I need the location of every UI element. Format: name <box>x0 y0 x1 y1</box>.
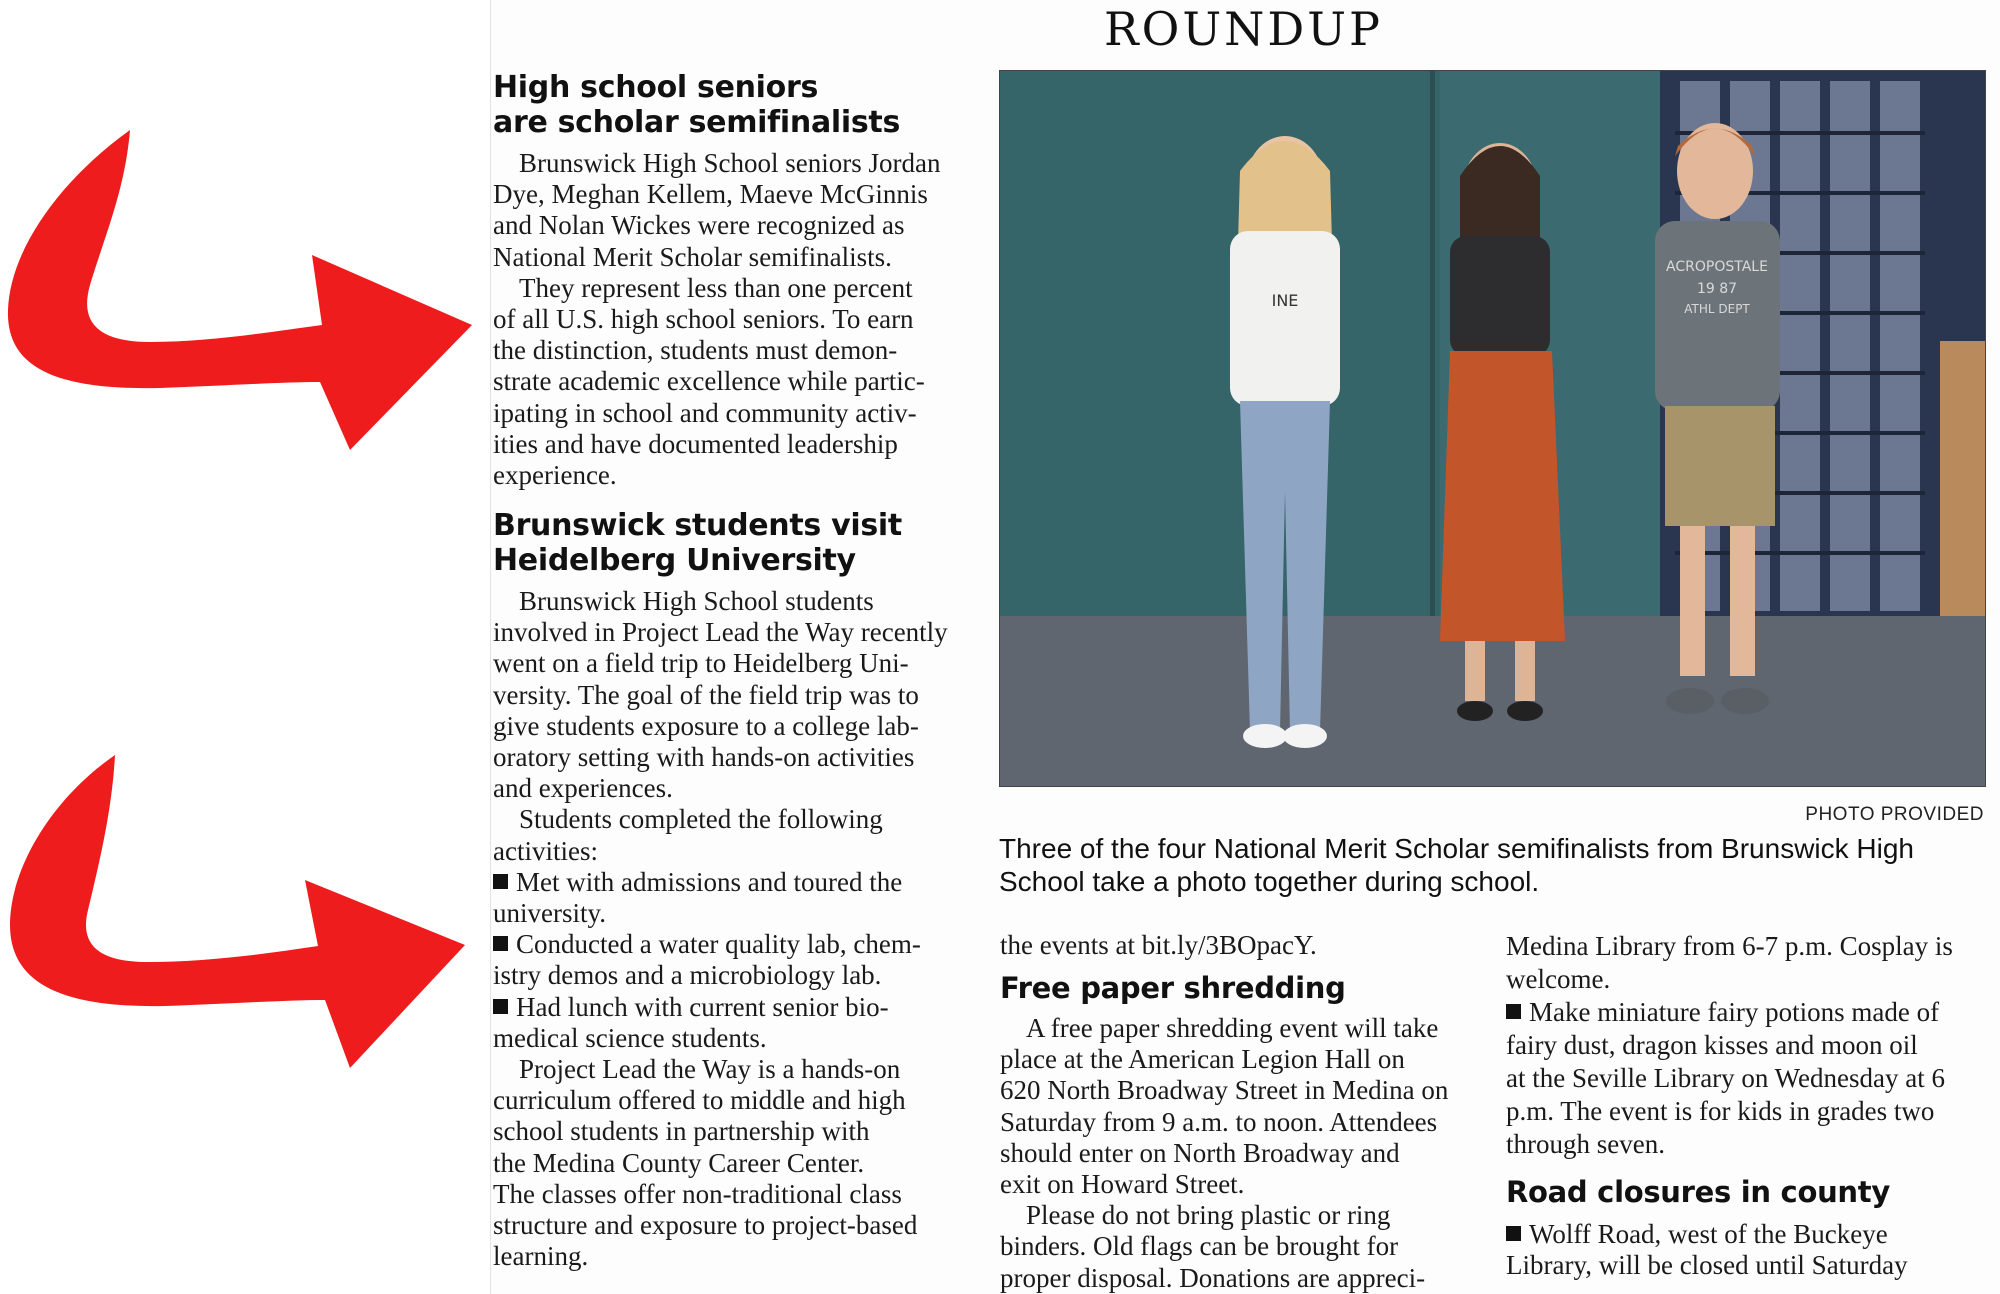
article4-line: through seven. <box>1506 1129 1665 1159</box>
article2-line: Project Lead the Way is a hands-on <box>519 1054 901 1085</box>
red-arrow-top-icon <box>0 120 480 460</box>
caption-line2: School take a photo together during school. <box>999 866 1540 897</box>
article2-line: The classes offer non-traditional class <box>493 1178 902 1209</box>
shirt-print-text: ATHL DEPT <box>1684 302 1750 316</box>
article1-headline-line2: are scholar semifinalists <box>493 105 901 140</box>
article1-line: the distinction, students must demon- <box>493 335 898 366</box>
article2-line: oratory setting with hands-on activities <box>493 742 915 773</box>
article2-line: give students exposure to a college lab- <box>493 710 919 741</box>
article-heidelberg-visit <box>493 508 988 1272</box>
article2-bullet-text: Had lunch with current senior bio- <box>516 991 889 1022</box>
photo-credit: PHOTO PROVIDED <box>1805 804 1984 825</box>
article2-bullet-text: Conducted a water quality lab, chem- <box>516 929 921 960</box>
article3-line: exit on Howard Street. <box>1000 1169 1245 1200</box>
article4-closure-line: Library, will be closed until Saturday <box>1506 1250 1908 1281</box>
article2-line: the Medina County Career Center. <box>493 1147 865 1178</box>
article2-line: curriculum offered to middle and high <box>493 1085 906 1116</box>
shirt-print-text: ACROPOSTALE <box>1666 259 1768 275</box>
article2-headline-line1: Brunswick students visit <box>493 508 902 543</box>
article1-line: strate academic excellence while partic- <box>493 366 925 397</box>
article2-bullet <box>493 929 988 960</box>
article2-line: istry demos and a microbiology lab. <box>493 960 882 991</box>
article2-headline-line2: Heidelberg University <box>493 543 856 578</box>
article2-bullet <box>493 867 988 898</box>
article1-line: Brunswick High School seniors Jordan <box>519 148 941 178</box>
article1-line: ities and have documented leadership <box>493 428 898 459</box>
article1-line: National Merit Scholar semifinalists. <box>493 241 892 272</box>
article1-line: experience. <box>493 460 617 491</box>
article2-line: university. <box>493 898 606 929</box>
article4-line: fairy dust, dragon kisses and moon oil <box>1506 1030 1918 1060</box>
article-library-events <box>1506 930 1991 1281</box>
article1-headline-line1: High school seniors <box>493 70 819 105</box>
shirt-print-text: 19 87 <box>1696 281 1738 297</box>
article2-line: medical science students. <box>493 1022 767 1053</box>
red-arrow-bottom-icon <box>0 750 480 1080</box>
students-photo-illustration <box>1000 71 1985 786</box>
bullet-square-icon <box>493 999 508 1014</box>
article1-line: Dye, Meghan Kellem, Maeve McGinnis <box>493 179 928 210</box>
article4-closure-text: Wolff Road, west of the Buckeye <box>1529 1219 1888 1249</box>
article2-line: involved in Project Lead the Way recently <box>493 617 948 648</box>
article2-line: versity. The goal of the field trip was to <box>493 679 919 710</box>
shirt-print-text: INE <box>1271 291 1299 310</box>
article-scholar-semifinalists <box>493 70 978 491</box>
article3-line: should enter on North Broadway and <box>1000 1137 1400 1168</box>
article1-headline <box>493 70 978 140</box>
article-paper-shredding <box>1000 930 1485 1294</box>
article2-line: went on a field trip to Heidelberg Uni- <box>493 648 909 679</box>
article3-line: proper disposal. Donations are appreci- <box>1000 1262 1426 1293</box>
article3-line: Saturday from 9 a.m. to noon. Attendees <box>1000 1106 1438 1137</box>
bullet-square-icon <box>1506 1004 1521 1019</box>
article2-headline <box>493 508 988 578</box>
article2-line: school students in partnership with <box>493 1116 870 1147</box>
article2-line: Students completed the following <box>519 804 883 835</box>
bullet-square-icon <box>493 936 508 951</box>
article2-line: and experiences. <box>493 773 673 804</box>
article3-line: 620 North Broadway Street in Medina on <box>1000 1075 1449 1106</box>
article2-bullet-text: Met with admissions and toured the <box>516 866 903 897</box>
article1-line: They represent less than one percent <box>519 272 913 303</box>
article3-lead-line: the events at bit.ly/3BOpacY. <box>1000 930 1317 960</box>
article2-bullet <box>493 992 988 1023</box>
bullet-square-icon <box>1506 1226 1521 1241</box>
article1-line: and Nolan Wickes were recognized as <box>493 210 905 241</box>
article4-bullet <box>1506 996 1991 1029</box>
article3-line: place at the American Legion Hall on <box>1000 1044 1405 1075</box>
article4-closure-bullet <box>1506 1219 1991 1250</box>
caption-line1: Three of the four National Merit Scholar semifinalists from Brunswick High <box>999 833 1915 864</box>
article4-line: welcome. <box>1506 964 1611 994</box>
article2-line: activities: <box>493 835 598 866</box>
article2-line: structure and exposure to project-based <box>493 1210 918 1241</box>
article4-line: Medina Library from 6-7 p.m. Cosplay is <box>1506 931 1953 961</box>
article1-line: ipating in school and community activ- <box>493 397 917 428</box>
article4-line: at the Seville Library on Wednesday at 6 <box>1506 1063 1945 1093</box>
article3-headline: Free paper shredding <box>1000 971 1346 1005</box>
photo-caption <box>999 832 1989 898</box>
article4-bullet-text: Make miniature fairy potions made of <box>1529 997 1940 1027</box>
article2-line: Brunswick High School students <box>519 586 874 616</box>
section-title: ROUNDUP <box>1104 2 1383 56</box>
students-photo <box>999 70 1986 787</box>
article3-line: Please do not bring plastic or ring <box>1026 1200 1391 1231</box>
article1-line: of all U.S. high school seniors. To earn <box>493 304 914 335</box>
article3-line: A free paper shredding event will take <box>1026 1013 1439 1043</box>
bullet-square-icon <box>493 874 508 889</box>
article4-line: p.m. The event is for kids in grades two <box>1506 1096 1935 1126</box>
article3-line: binders. Old flags can be brought for <box>1000 1231 1399 1262</box>
article4-headline: Road closures in county <box>1506 1175 1890 1209</box>
article2-line: learning. <box>493 1241 589 1272</box>
